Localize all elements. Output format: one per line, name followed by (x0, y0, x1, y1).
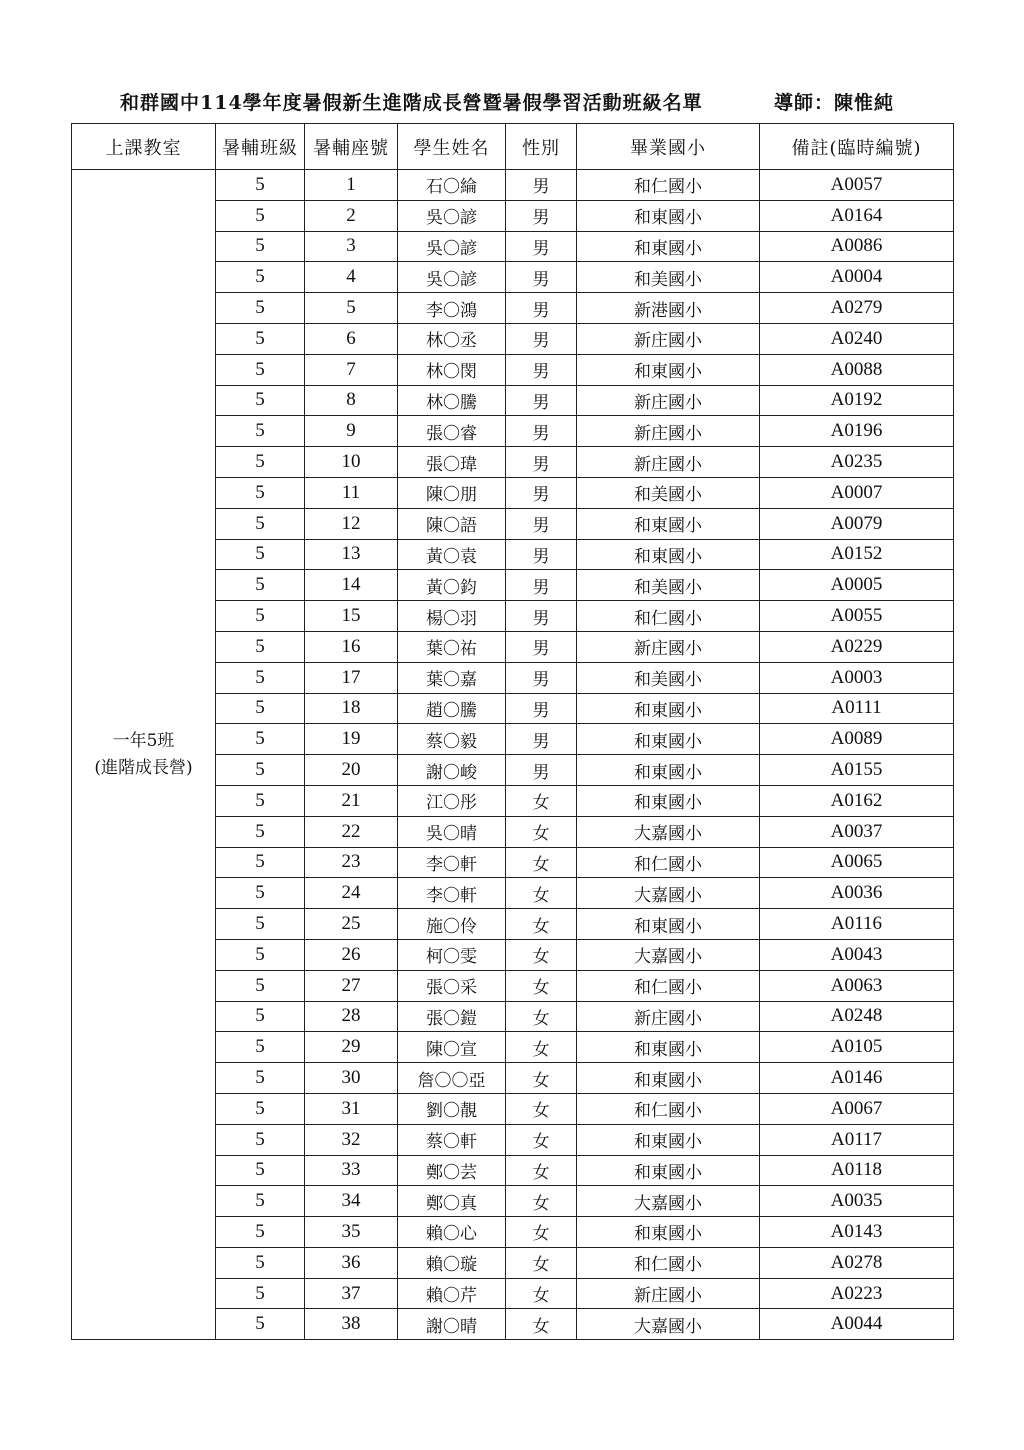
class-cell: 5 (216, 878, 305, 909)
name-cell: 張〇睿 (398, 416, 506, 447)
class-cell: 5 (216, 693, 305, 724)
name-cell: 張〇瑋 (398, 447, 506, 478)
table-body (72, 170, 954, 1340)
school-cell: 和東國小 (577, 508, 760, 539)
gender-cell: 男 (506, 631, 577, 662)
name-cell: 陳〇語 (398, 508, 506, 539)
note-cell: A0162 (760, 785, 954, 816)
class-cell: 5 (216, 293, 305, 324)
seat-cell: 12 (305, 508, 398, 539)
name-cell: 李〇鴻 (398, 293, 506, 324)
document-header (0, 88, 1024, 116)
school-cell: 和仁國小 (577, 970, 760, 1001)
seat-cell: 27 (305, 970, 398, 1001)
note-cell: A0067 (760, 1093, 954, 1124)
seat-cell: 17 (305, 662, 398, 693)
name-cell: 葉〇祐 (398, 631, 506, 662)
class-cell: 5 (216, 1186, 305, 1217)
class-cell: 5 (216, 1309, 305, 1340)
school-cell: 和美國小 (577, 662, 760, 693)
note-cell: A0164 (760, 200, 954, 231)
document-title: 和群國中114學年度暑假新生進階成長營暨暑假學習活動班級名單 (120, 92, 703, 114)
name-cell: 謝〇晴 (398, 1309, 506, 1340)
school-cell: 和美國小 (577, 262, 760, 293)
school-cell: 和仁國小 (577, 1247, 760, 1278)
class-cell: 5 (216, 1124, 305, 1155)
gender-cell: 男 (506, 662, 577, 693)
note-cell: A0003 (760, 662, 954, 693)
col-header-name: 學生姓名 (398, 124, 506, 170)
name-cell: 吳〇晴 (398, 816, 506, 847)
gender-cell: 女 (506, 1124, 577, 1155)
class-cell: 5 (216, 755, 305, 786)
note-cell: A0007 (760, 477, 954, 508)
seat-cell: 16 (305, 631, 398, 662)
note-cell: A0155 (760, 755, 954, 786)
seat-cell: 7 (305, 354, 398, 385)
class-cell: 5 (216, 200, 305, 231)
seat-cell: 32 (305, 1124, 398, 1155)
class-cell: 5 (216, 601, 305, 632)
note-cell: A0037 (760, 816, 954, 847)
note-cell: A0105 (760, 1032, 954, 1063)
note-cell: A0055 (760, 601, 954, 632)
seat-cell: 5 (305, 293, 398, 324)
note-cell: A0044 (760, 1309, 954, 1340)
class-cell: 5 (216, 170, 305, 201)
seat-cell: 37 (305, 1278, 398, 1309)
table-header-row (72, 124, 954, 170)
name-cell: 李〇軒 (398, 878, 506, 909)
name-cell: 趙〇騰 (398, 693, 506, 724)
school-cell: 大嘉國小 (577, 1309, 760, 1340)
gender-cell: 女 (506, 1186, 577, 1217)
note-cell: A0089 (760, 724, 954, 755)
name-cell: 石〇綸 (398, 170, 506, 201)
note-cell: A0279 (760, 293, 954, 324)
name-cell: 詹〇〇亞 (398, 1063, 506, 1094)
name-cell: 劉〇靚 (398, 1093, 506, 1124)
name-cell: 謝〇峻 (398, 755, 506, 786)
note-cell: A0146 (760, 1063, 954, 1094)
class-cell: 5 (216, 231, 305, 262)
name-cell: 楊〇羽 (398, 601, 506, 632)
name-cell: 吳〇諺 (398, 200, 506, 231)
gender-cell: 女 (506, 909, 577, 940)
class-cell: 5 (216, 724, 305, 755)
note-cell: A0035 (760, 1186, 954, 1217)
school-cell: 新庄國小 (577, 1001, 760, 1032)
school-cell: 和東國小 (577, 909, 760, 940)
gender-cell: 男 (506, 755, 577, 786)
note-cell: A0111 (760, 693, 954, 724)
col-header-classroom: 上課教室 (72, 124, 216, 170)
school-cell: 和東國小 (577, 755, 760, 786)
seat-cell: 3 (305, 231, 398, 262)
table-row (72, 170, 954, 201)
classroom-name: 一年5班 (112, 730, 175, 751)
seat-cell: 18 (305, 693, 398, 724)
school-cell: 和東國小 (577, 693, 760, 724)
gender-cell: 男 (506, 570, 577, 601)
class-cell: 5 (216, 570, 305, 601)
school-cell: 和東國小 (577, 539, 760, 570)
class-cell: 5 (216, 447, 305, 478)
seat-cell: 38 (305, 1309, 398, 1340)
school-cell: 和東國小 (577, 1217, 760, 1248)
school-cell: 和仁國小 (577, 170, 760, 201)
seat-cell: 29 (305, 1032, 398, 1063)
gender-cell: 女 (506, 970, 577, 1001)
class-cell: 5 (216, 939, 305, 970)
note-cell: A0116 (760, 909, 954, 940)
classroom-program: (進階成長營) (94, 757, 193, 778)
note-cell: A0065 (760, 847, 954, 878)
gender-cell: 女 (506, 1309, 577, 1340)
seat-cell: 25 (305, 909, 398, 940)
gender-cell: 男 (506, 262, 577, 293)
school-cell: 大嘉國小 (577, 1186, 760, 1217)
school-cell: 和東國小 (577, 231, 760, 262)
school-cell: 新庄國小 (577, 447, 760, 478)
gender-cell: 男 (506, 724, 577, 755)
gender-cell: 男 (506, 385, 577, 416)
seat-cell: 34 (305, 1186, 398, 1217)
class-cell: 5 (216, 785, 305, 816)
school-cell: 和美國小 (577, 570, 760, 601)
name-cell: 林〇丞 (398, 323, 506, 354)
col-header-seat: 暑輔座號 (305, 124, 398, 170)
seat-cell: 10 (305, 447, 398, 478)
seat-cell: 11 (305, 477, 398, 508)
col-header-school: 畢業國小 (577, 124, 760, 170)
gender-cell: 男 (506, 231, 577, 262)
name-cell: 柯〇雯 (398, 939, 506, 970)
seat-cell: 26 (305, 939, 398, 970)
note-cell: A0223 (760, 1278, 954, 1309)
name-cell: 林〇騰 (398, 385, 506, 416)
class-cell: 5 (216, 416, 305, 447)
seat-cell: 24 (305, 878, 398, 909)
gender-cell: 女 (506, 1278, 577, 1309)
gender-cell: 男 (506, 200, 577, 231)
note-cell: A0117 (760, 1124, 954, 1155)
gender-cell: 女 (506, 939, 577, 970)
gender-cell: 男 (506, 354, 577, 385)
class-cell: 5 (216, 1093, 305, 1124)
name-cell: 葉〇嘉 (398, 662, 506, 693)
seat-cell: 15 (305, 601, 398, 632)
gender-cell: 男 (506, 693, 577, 724)
gender-cell: 女 (506, 1032, 577, 1063)
class-cell: 5 (216, 1063, 305, 1094)
name-cell: 張〇采 (398, 970, 506, 1001)
teacher-name: 導師：陳惟純 (774, 92, 895, 114)
seat-cell: 22 (305, 816, 398, 847)
note-cell: A0086 (760, 231, 954, 262)
note-cell: A0057 (760, 170, 954, 201)
name-cell: 賴〇芹 (398, 1278, 506, 1309)
class-cell: 5 (216, 477, 305, 508)
note-cell: A0143 (760, 1217, 954, 1248)
class-cell: 5 (216, 385, 305, 416)
gender-cell: 女 (506, 878, 577, 909)
class-cell: 5 (216, 1155, 305, 1186)
school-cell: 和美國小 (577, 477, 760, 508)
gender-cell: 女 (506, 1093, 577, 1124)
class-cell: 5 (216, 1247, 305, 1278)
name-cell: 蔡〇毅 (398, 724, 506, 755)
gender-cell: 女 (506, 785, 577, 816)
gender-cell: 男 (506, 293, 577, 324)
school-cell: 和東國小 (577, 1063, 760, 1094)
name-cell: 吳〇諺 (398, 231, 506, 262)
name-cell: 賴〇心 (398, 1217, 506, 1248)
class-roster-table (71, 123, 954, 1340)
seat-cell: 36 (305, 1247, 398, 1278)
school-cell: 新庄國小 (577, 385, 760, 416)
school-cell: 新庄國小 (577, 323, 760, 354)
gender-cell: 男 (506, 539, 577, 570)
school-cell: 大嘉國小 (577, 878, 760, 909)
school-cell: 和東國小 (577, 785, 760, 816)
gender-cell: 女 (506, 1247, 577, 1278)
name-cell: 黃〇袁 (398, 539, 506, 570)
col-header-class: 暑輔班級 (216, 124, 305, 170)
name-cell: 陳〇宣 (398, 1032, 506, 1063)
school-cell: 和東國小 (577, 354, 760, 385)
seat-cell: 8 (305, 385, 398, 416)
gender-cell: 男 (506, 447, 577, 478)
seat-cell: 13 (305, 539, 398, 570)
gender-cell: 男 (506, 477, 577, 508)
class-cell: 5 (216, 539, 305, 570)
note-cell: A0248 (760, 1001, 954, 1032)
school-cell: 和東國小 (577, 1124, 760, 1155)
gender-cell: 男 (506, 416, 577, 447)
gender-cell: 男 (506, 170, 577, 201)
seat-cell: 4 (305, 262, 398, 293)
note-cell: A0004 (760, 262, 954, 293)
school-cell: 和東國小 (577, 200, 760, 231)
note-cell: A0043 (760, 939, 954, 970)
note-cell: A0079 (760, 508, 954, 539)
name-cell: 施〇伶 (398, 909, 506, 940)
note-cell: A0088 (760, 354, 954, 385)
seat-cell: 9 (305, 416, 398, 447)
class-cell: 5 (216, 1217, 305, 1248)
gender-cell: 女 (506, 1063, 577, 1094)
name-cell: 鄭〇真 (398, 1186, 506, 1217)
gender-cell: 女 (506, 1001, 577, 1032)
school-cell: 和仁國小 (577, 1093, 760, 1124)
name-cell: 李〇軒 (398, 847, 506, 878)
class-cell: 5 (216, 1001, 305, 1032)
class-cell: 5 (216, 1278, 305, 1309)
note-cell: A0005 (760, 570, 954, 601)
school-cell: 新港國小 (577, 293, 760, 324)
note-cell: A0192 (760, 385, 954, 416)
name-cell: 賴〇璇 (398, 1247, 506, 1278)
class-cell: 5 (216, 847, 305, 878)
seat-cell: 19 (305, 724, 398, 755)
class-cell: 5 (216, 508, 305, 539)
gender-cell: 女 (506, 1217, 577, 1248)
name-cell: 黃〇鈞 (398, 570, 506, 601)
name-cell: 陳〇朋 (398, 477, 506, 508)
school-cell: 和東國小 (577, 724, 760, 755)
seat-cell: 31 (305, 1093, 398, 1124)
note-cell: A0152 (760, 539, 954, 570)
class-cell: 5 (216, 631, 305, 662)
col-header-gender: 性別 (506, 124, 577, 170)
note-cell: A0063 (760, 970, 954, 1001)
class-cell: 5 (216, 970, 305, 1001)
seat-cell: 14 (305, 570, 398, 601)
school-cell: 新庄國小 (577, 631, 760, 662)
school-cell: 和東國小 (577, 1155, 760, 1186)
seat-cell: 2 (305, 200, 398, 231)
col-header-note: 備註(臨時編號) (760, 124, 954, 170)
class-cell: 5 (216, 262, 305, 293)
school-cell: 新庄國小 (577, 1278, 760, 1309)
gender-cell: 男 (506, 508, 577, 539)
school-cell: 和仁國小 (577, 847, 760, 878)
gender-cell: 女 (506, 847, 577, 878)
note-cell: A0235 (760, 447, 954, 478)
class-cell: 5 (216, 323, 305, 354)
note-cell: A0278 (760, 1247, 954, 1278)
name-cell: 林〇閔 (398, 354, 506, 385)
class-cell: 5 (216, 1032, 305, 1063)
school-cell: 新庄國小 (577, 416, 760, 447)
gender-cell: 男 (506, 601, 577, 632)
note-cell: A0196 (760, 416, 954, 447)
class-cell: 5 (216, 354, 305, 385)
school-cell: 和仁國小 (577, 601, 760, 632)
seat-cell: 20 (305, 755, 398, 786)
seat-cell: 1 (305, 170, 398, 201)
note-cell: A0118 (760, 1155, 954, 1186)
gender-cell: 女 (506, 1155, 577, 1186)
class-cell: 5 (216, 816, 305, 847)
seat-cell: 21 (305, 785, 398, 816)
name-cell: 江〇彤 (398, 785, 506, 816)
seat-cell: 28 (305, 1001, 398, 1032)
school-cell: 大嘉國小 (577, 816, 760, 847)
name-cell: 蔡〇軒 (398, 1124, 506, 1155)
name-cell: 吳〇諺 (398, 262, 506, 293)
name-cell: 鄭〇芸 (398, 1155, 506, 1186)
note-cell: A0229 (760, 631, 954, 662)
note-cell: A0240 (760, 323, 954, 354)
gender-cell: 女 (506, 816, 577, 847)
class-cell: 5 (216, 662, 305, 693)
school-cell: 和東國小 (577, 1032, 760, 1063)
classroom-cell (72, 170, 216, 1340)
note-cell: A0036 (760, 878, 954, 909)
seat-cell: 23 (305, 847, 398, 878)
class-cell: 5 (216, 909, 305, 940)
seat-cell: 33 (305, 1155, 398, 1186)
name-cell: 張〇鎧 (398, 1001, 506, 1032)
seat-cell: 6 (305, 323, 398, 354)
seat-cell: 30 (305, 1063, 398, 1094)
gender-cell: 男 (506, 323, 577, 354)
seat-cell: 35 (305, 1217, 398, 1248)
school-cell: 大嘉國小 (577, 939, 760, 970)
